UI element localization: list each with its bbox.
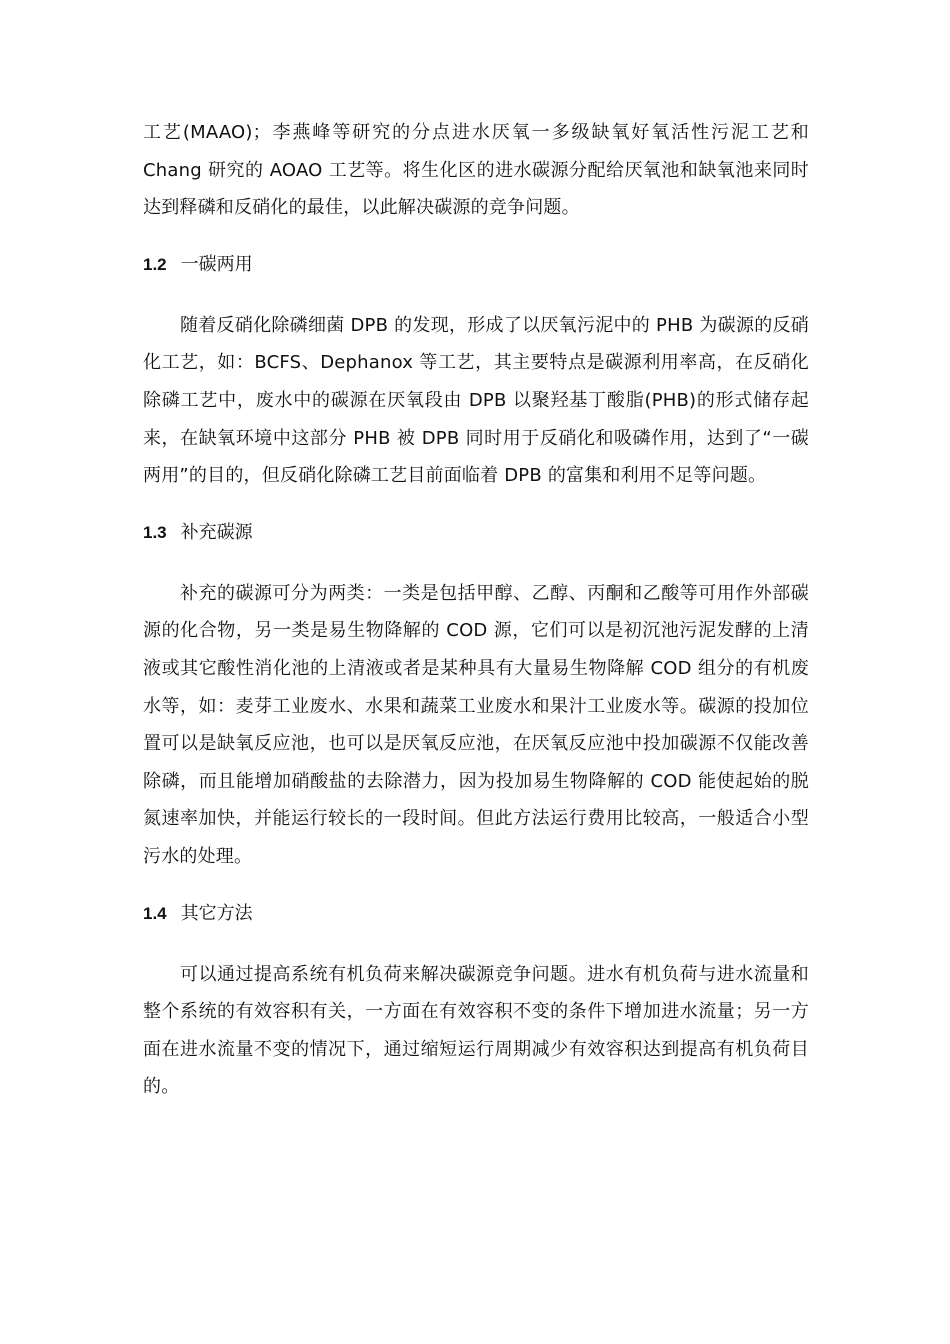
section-number: 1.2	[143, 254, 167, 274]
document-body	[143, 114, 809, 1106]
section-title: 其它方法	[180, 902, 253, 924]
section-heading-1-2	[143, 253, 809, 277]
section-paragraph-1-3: 补充的碳源可分为两类：一类是包括甲醇、乙醇、丙酮和乙酸等可用作外部碳源的化合物，另一类是易生物降解的 COD 源，它们可以是初沉池污泥发酵的上清液或其它酸性消化池的上清液或者是某种具有大量易生物降解 COD 组分的有机废水等，如：麦芽工业废水、水果和蔬菜工业废水和果汁工业废水等。碳源的投加位置可以是缺氧反应池，也可以是厌氧反应池，在厌氧反应池中投加碳源不仅能改善除磷，而且能增加硝酸盐的去除潜力，因为投加易生物降解的 COD 能使起始的脱氮速率加快，并能运行较长的一段时间。但此方法运行费用比较高，一般适合小型污水的处理。	[143, 582, 809, 867]
section-paragraph-1-4: 可以通过提高系统有机负荷来解决碳源竞争问题。进水有机负荷与进水流量和整个系统的有效容积有关，一方面在有效容积不变的条件下增加进水流量；另一方面在进水流量不变的情况下，通过缩短运行周期减少有效容积达到提高有机负荷目的。	[143, 963, 809, 1098]
intro-paragraph: 工艺(MAAO)；李燕峰等研究的分点进水厌氧一多级缺氧好氧活性污泥工艺和 Chang 研究的 AOAO 工艺等。将生化区的进水碳源分配给厌氧池和缺氧池来同时达到释磷和反硝化的最佳，以此解决碳源的竞争问题。	[143, 122, 809, 219]
section-heading-1-4	[143, 902, 809, 926]
section-paragraph-1-2: 随着反硝化除磷细菌 DPB 的发现，形成了以厌氧污泥中的 PHB 为碳源的反硝化工艺，如：BCFS、Dephanox 等工艺，其主要特点是碳源利用率高，在反硝化除磷工艺中，废水中的碳源在厌氧段由 DPB 以聚羟基丁酸脂(PHB)的形式储存起来，在缺氧环境中这部分 PHB 被 DPB 同时用于反硝化和吸磷作用，达到了“一碳两用”的目的，但反硝化除磷工艺目前面临着 DPB 的富集和利用不足等问题。	[143, 314, 809, 487]
section-title: 一碳两用	[180, 253, 253, 275]
section-number: 1.3	[143, 522, 167, 542]
section-heading-1-3	[143, 521, 809, 545]
section-number: 1.4	[143, 903, 167, 923]
section-title: 补充碳源	[180, 521, 253, 543]
